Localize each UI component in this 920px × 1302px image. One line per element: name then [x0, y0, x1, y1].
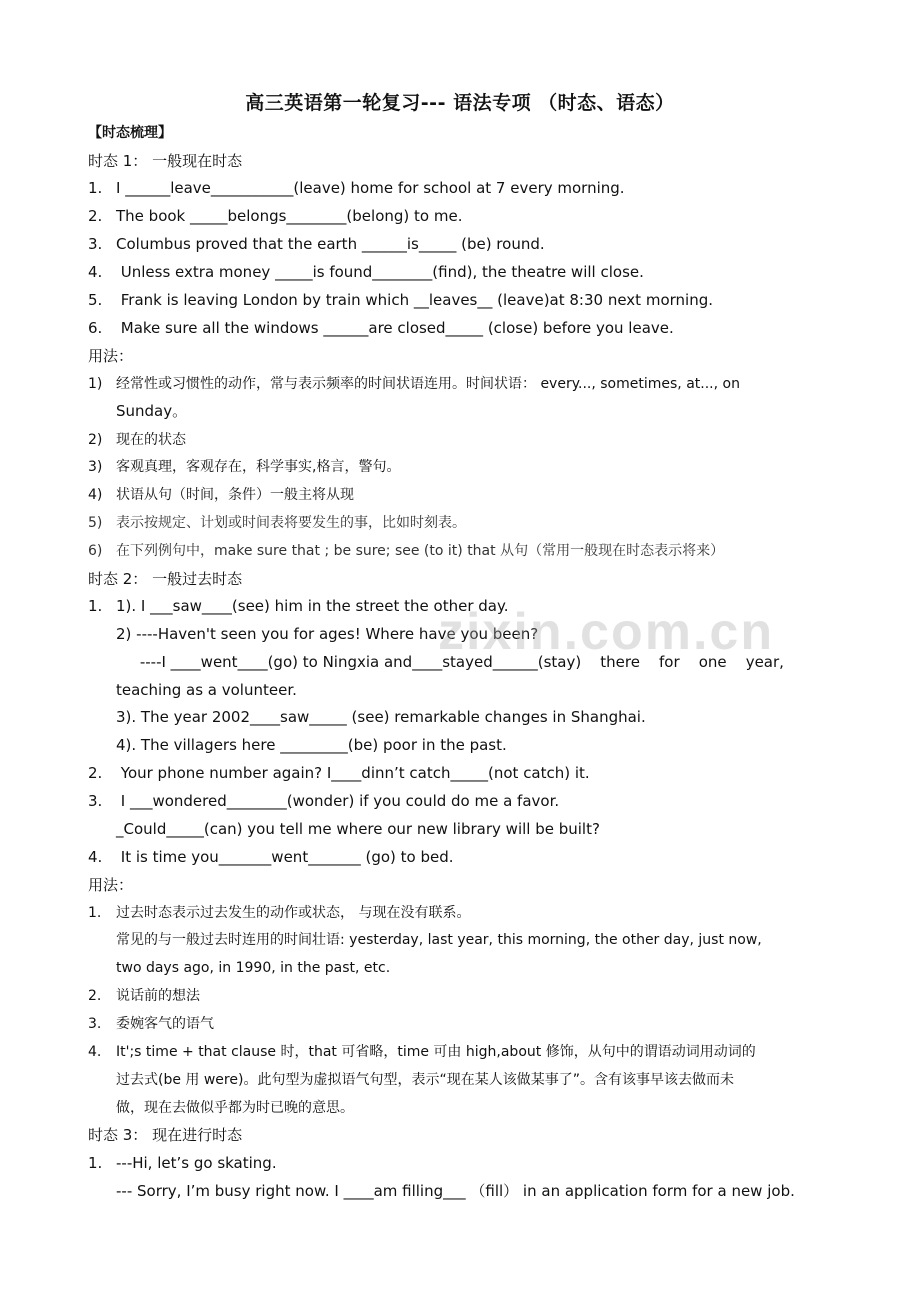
- tense3-item: [88, 1153, 848, 1173]
- item-text: The book _____belongs________(belong) to me.: [116, 207, 463, 225]
- item-text: 过去时态表示过去发生的动作或状态， 与现在没有联系。: [116, 905, 471, 921]
- tense1-usage-item: [88, 541, 848, 561]
- tense2-item: [88, 791, 848, 811]
- item-text: Columbus proved that the earth ______is_____ (be) round.: [116, 235, 545, 253]
- tense1-usage-label: 用法：: [88, 347, 134, 365]
- item-number: 1.: [88, 597, 103, 615]
- item-number: 4): [88, 487, 103, 503]
- item-text: It';s time + that clause 时，that 可省略，time 可由 high,about 修饰，从句中的谓语动词用动词的: [116, 1044, 756, 1060]
- tense1-usage-item: [88, 513, 848, 533]
- item-text: Frank is leaving London by train which __leaves__ (leave)at 8:30 next morning.: [116, 291, 713, 309]
- tense2-item: ----I ____went____(go) to Ningxia and____stayed______(stay) there for one year,: [116, 653, 784, 671]
- page-title: 高三英语第一轮复习--- 语法专项 （时态、语态）: [245, 92, 675, 114]
- item-text: 在下列例句中，make sure that ; be sure; see (to it) that 从句（常用一般现在时态表示将来）: [116, 543, 725, 559]
- item-text: I ______leave___________(leave) home for school at 7 every morning.: [116, 179, 625, 197]
- tense1-usage-item: [88, 485, 848, 505]
- item-text: 委婉客气的语气: [116, 1016, 214, 1032]
- item-number: 2.: [88, 207, 103, 225]
- tense2-usage-item: 做，现在去做似乎都为时已晚的意思。: [116, 1100, 354, 1116]
- tense2-item: teaching as a volunteer.: [116, 681, 297, 699]
- tense1-item: [88, 262, 848, 282]
- item-number: 4.: [88, 848, 103, 866]
- item-text: 表示按规定、计划或时间表将要发生的事，比如时刻表。: [116, 515, 466, 531]
- item-number: 2): [88, 432, 103, 448]
- item-text: 状语从句（时间，条件）一般主将从现: [116, 487, 354, 503]
- item-number: 3): [88, 459, 103, 475]
- tense2-item: 4). The villagers here _________(be) poor in the past.: [116, 736, 507, 754]
- tense2-usage-item: [88, 1014, 848, 1034]
- item-text: 现在的状态: [116, 432, 186, 448]
- tense1-item: [88, 206, 848, 226]
- tense2-usage-item: 常见的与一般过去时连用的时间壮语: yesterday, last year, this morning, the other day, just now,: [116, 932, 762, 948]
- section-heading: 【时态梳理】: [88, 125, 172, 141]
- watermark: zixin.com.cn: [438, 603, 775, 661]
- item-number: 5.: [88, 291, 103, 309]
- tense2-usage-label: 用法：: [88, 876, 134, 894]
- tense2-usage-item: [88, 903, 848, 923]
- tense2-item: 3). The year 2002____saw_____ (see) remarkable changes in Shanghai.: [116, 708, 646, 726]
- item-number: 4.: [88, 263, 103, 281]
- tense2-usage-item: two days ago, in 1990, in the past, etc.: [116, 960, 391, 976]
- tense3-heading: 时态 3： 现在进行时态: [88, 1126, 243, 1144]
- tense3-item: --- Sorry, I’m busy right now. I ____am filling___ （fill） in an application form for a new job.: [116, 1182, 795, 1200]
- tense1-usage-item: [88, 457, 848, 477]
- item-number: 3.: [88, 235, 103, 253]
- tense1-item: [88, 178, 848, 198]
- item-number: 3.: [88, 1016, 102, 1032]
- item-number: 1): [88, 376, 103, 392]
- item-text: Make sure all the windows ______are closed_____ (close) before you leave.: [116, 319, 674, 337]
- tense1-item: [88, 234, 848, 254]
- item-text: 1). I ___saw____(see) him in the street the other day.: [116, 597, 509, 615]
- tense1-item: [88, 290, 848, 310]
- item-number: 6.: [88, 319, 103, 337]
- tense1-usage-item: [88, 374, 848, 394]
- tense1-heading: 时态 1： 一般现在时态: [88, 152, 243, 170]
- item-text: Your phone number again? I____dinn’t catch_____(not catch) it.: [116, 764, 590, 782]
- item-number: 2.: [88, 764, 103, 782]
- tense2-item: [88, 847, 848, 867]
- item-text: I ___wondered________(wonder) if you could do me a favor.: [116, 792, 560, 810]
- item-text: 经常性或习惯性的动作，常与表示频率的时间状语连用。时间状语： every..., sometimes, at..., on: [116, 376, 740, 392]
- tense2-usage-item: [88, 1042, 848, 1062]
- tense1-usage-item: [88, 430, 848, 450]
- item-number: 5): [88, 515, 103, 531]
- tense1-item: [88, 318, 848, 338]
- tense2-usage-item: [88, 986, 848, 1006]
- item-number: 6): [88, 543, 103, 559]
- item-number: 1.: [88, 905, 102, 921]
- tense2-heading: 时态 2： 一般过去时态: [88, 570, 243, 588]
- tense2-item: [88, 763, 848, 783]
- item-text: ---Hi, let’s go skating.: [116, 1154, 277, 1172]
- tense2-item: 2) ----Haven't seen you for ages! Where have you been?: [116, 625, 539, 643]
- item-text: Unless extra money _____is found________(find), the theatre will close.: [116, 263, 644, 281]
- item-text: 客观真理，客观存在，科学事实,格言，警句。: [116, 459, 401, 475]
- item-number: 2.: [88, 988, 102, 1004]
- item-number: 4.: [88, 1044, 102, 1060]
- item-text: 说话前的想法: [116, 988, 200, 1004]
- item-number: 1.: [88, 1154, 103, 1172]
- item-number: 3.: [88, 792, 103, 810]
- tense1-usage-item: Sunday。: [116, 402, 188, 420]
- item-text: It is time you_______went_______ (go) to bed.: [116, 848, 454, 866]
- item-number: 1.: [88, 179, 103, 197]
- tense2-usage-item: 过去式(be 用 were)。此句型为虚拟语气句型，表示“现在某人该做某事了”。含有该事早该去做而未: [116, 1072, 734, 1088]
- tense2-item: _Could_____(can) you tell me where our new library will be built?: [116, 820, 600, 838]
